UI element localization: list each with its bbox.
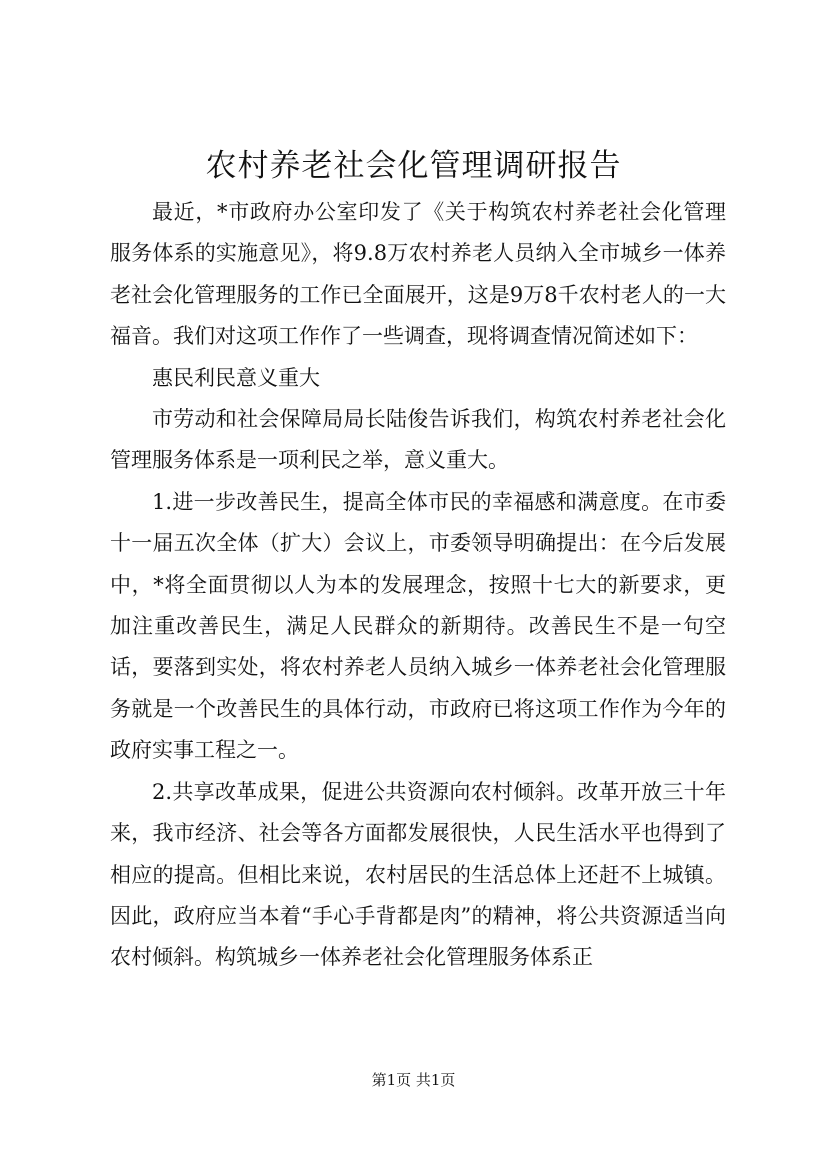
paragraph-intro: 最近，*市政府办公室印发了《关于构筑农村养老社会化管理服务体系的实施意见》，将9.8万农村养老人员纳入全市城乡一体养老社会化管理服务的工作已全面展开，这是9万8千农村老人的一大福音。我们对这项工作作了一些调查，现将调查情况简述如下： [110,200,726,349]
paragraph-significance: 市劳动和社会保障局局长陆俊告诉我们，构筑农村养老社会化管理服务体系是一项利民之举，意义重大。 [110,407,726,473]
paragraph-point-1: 1.进一步改善民生，提高全体市民的幸福感和满意度。在市委十一届五次全体（扩大）会议上，市委领导明确提出：在今后发展中，*将全面贯彻以人为本的发展理念，按照十七大的新要求，更加注重改善民生，满足人民群众的新期待。改善民生不是一句空话，要落到实处，将农村养老人员纳入城乡一体养老社会化管理服务就是一个改善民生的具体行动，市政府已将这项工作作为今年的政府实事工程之一。 [110,489,726,763]
paragraph-point-2: 2.共享改革成果，促进公共资源向农村倾斜。改革开放三十年来，我市经济、社会等各方面都发展很快，人民生活水平也得到了相应的提高。但相比来说，农村居民的生活总体上还赶不上城镇。因此，政府应当本着“手心手背都是肉”的精神，将公共资源适当向农村倾斜。构筑城乡一体养老社会化管理服务体系正 [110,779,726,970]
page-footer: 第1页 共1页 [371,1071,456,1089]
section-heading: 惠民利民意义重大 [152,365,320,390]
document-body [110,192,726,979]
document-title: 农村养老社会化管理调研报告 [205,148,622,184]
